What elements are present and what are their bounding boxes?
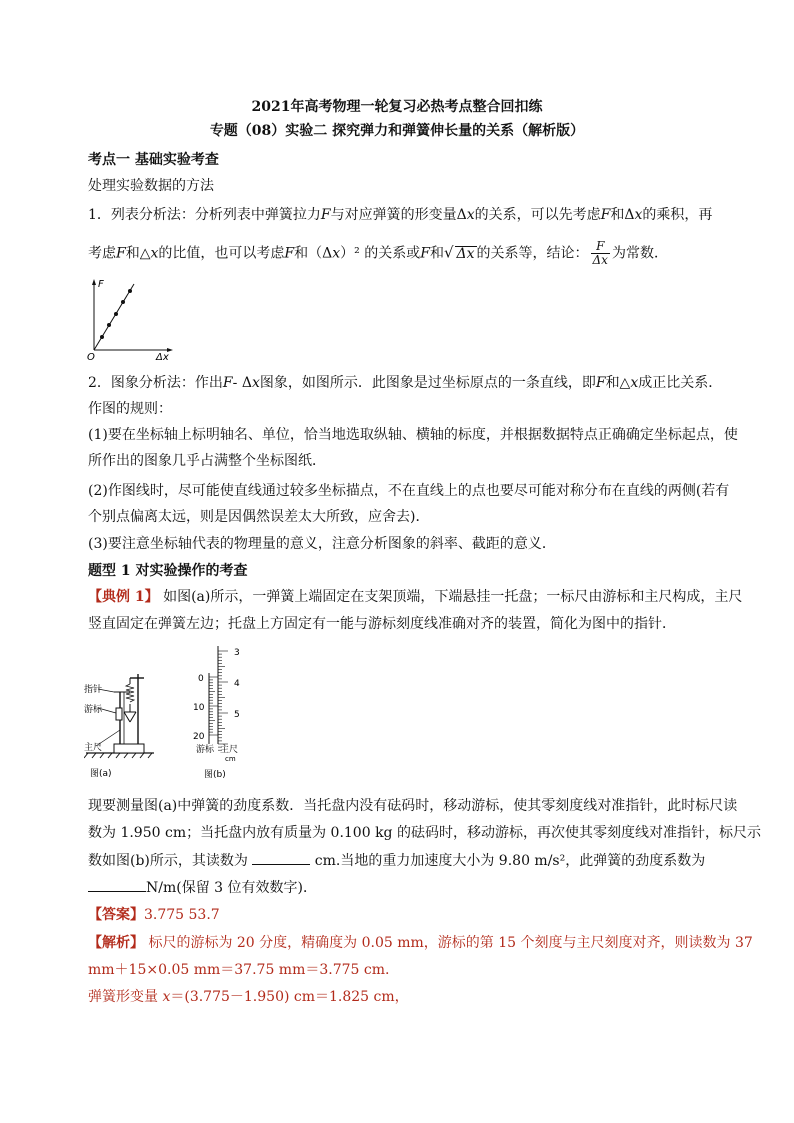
graph-x-label: Δx [156, 352, 169, 362]
answer-line [88, 905, 728, 925]
main-scale-label: 主尺 [84, 743, 103, 753]
analysis-label: 【解析】 [88, 935, 144, 951]
graph-origin: O [87, 352, 95, 362]
main-tick-3: 3 [234, 648, 240, 658]
document-title: 2021年高考物理一轮复习必热考点整合回扣练 [251, 99, 543, 115]
answer-label: 【答案】 [88, 907, 144, 923]
vernier-tick-0: 0 [198, 674, 204, 684]
main-scale-label-b: 主尺 [220, 745, 239, 755]
rule3-line: (3)要注意坐标轴代表的物理量的意义，注意分析图象的斜率、截距的意义． [88, 536, 556, 552]
method1-line1: 1．列表分析法：分析列表中弹簧拉力F与对应弹簧的形变量Δx的关系，可以先考虑F和Δx的乘积，再 [88, 207, 713, 223]
rule1-line2: 所作出的图象几乎占满整个坐标图纸． [88, 453, 326, 469]
analysis-line2: mm＋15×0.05 mm＝37.75 mm＝3.775 cm. [88, 962, 390, 978]
rule2-line1: (2)作图线时，尽可能使直线通过较多坐标描点，不在直线上的点也要尽可能对称分布在直线的两侧(若有 [88, 483, 730, 499]
fraction: $\frac{F}{\Delta x}$ [592, 239, 608, 267]
vernier-tick-20: 20 [193, 732, 205, 742]
analysis-line3: 弹簧形变量 x＝(3.775－1.950) cm＝1.825 cm， [88, 989, 409, 1005]
sqrt-icon: √ [443, 243, 454, 262]
unit-label: cm [225, 755, 236, 763]
body-line3: 数如图(b)所示，其读数为 cm.当地的重力加速度大小为 9.80 m/s²，此弹簧的劲度系数为 [88, 853, 706, 869]
section-heading: 考点一 基础实验考查 [88, 152, 219, 168]
answer-blank-1 [252, 852, 310, 865]
rule1-line1: (1)要在坐标轴上标明轴名、单位，恰当地选取纵轴、横轴的标度，并根据数据特点正确确定坐标起点，使 [88, 427, 738, 443]
figure-a-caption: 图(a) [90, 769, 112, 779]
answer-value: 3.775 53.7 [144, 907, 220, 923]
vernier-tick-10: 10 [193, 703, 205, 713]
rules-heading: 作图的规则： [88, 401, 172, 417]
body-line1: 现要测量图(a)中弹簧的劲度系数．当托盘内没有砝码时，移动游标，使其零刻度线对准指针，此时标尺读 [88, 798, 738, 814]
figure-a-apparatus [84, 672, 170, 782]
method2-line: 2．图象分析法：作出F- Δx图象，如图所示．此图象是过坐标原点的一条直线，即F和△x成正比关系． [88, 375, 723, 391]
vernier-label: 游标 [84, 705, 103, 715]
body-line4: N/m(保留 3 位有效数字)． [88, 878, 728, 898]
section-intro: 处理实验数据的方法 [88, 178, 214, 194]
document-subtitle: 专题（08）实验二 探究弹力和弹簧伸长量的关系（解析版） [209, 123, 585, 139]
answer-blank-2 [88, 879, 146, 892]
example-label: 【典例 1】 [88, 589, 159, 605]
main-tick-4: 4 [234, 679, 240, 689]
method1-line2: 考虑F和△x的比值，也可以考虑F和（Δx）² 的关系或F和√ Δx 的关系等，结论： $\frac{F}{\Delta x}$ 为常数． [88, 239, 668, 267]
vernier-label-b: 游标 [196, 745, 215, 755]
analysis-line1: 【解析】 标尺的游标为 20 分度，精确度为 0.05 mm，游标的第 15 个刻度与主尺刻度对齐，则读数为 37 [88, 935, 753, 951]
sqrt-expression: Δx [456, 245, 475, 262]
question-type-heading: 题型 1 对实验操作的考查 [88, 563, 248, 579]
main-tick-5: 5 [234, 710, 240, 720]
body-line2: 数为 1.950 cm；当托盘内放有质量为 0.100 kg 的砝码时，移动游标，再次使其零刻度线对准指针，标尺示 [88, 825, 761, 841]
figure-b-vernier-scale [190, 640, 250, 782]
example-line1: 【典例 1】 如图(a)所示，一弹簧上端固定在支架顶端，下端悬挂一托盘；一标尺由游标和主尺构成，主尺 [88, 589, 743, 605]
example-line2: 竖直固定在弹簧左边；托盘上方固定有一能与游标刻度线准确对齐的装置，简化为图中的指针． [88, 616, 676, 632]
rule2-line2: 个别点偏离太远，则是因偶然误差太大所致，应舍去)． [88, 509, 430, 525]
force-extension-graph [84, 276, 184, 362]
pointer-label: 指针 [84, 685, 103, 695]
graph-y-label: F [98, 279, 104, 290]
figure-b-caption: 图(b) [204, 770, 226, 780]
